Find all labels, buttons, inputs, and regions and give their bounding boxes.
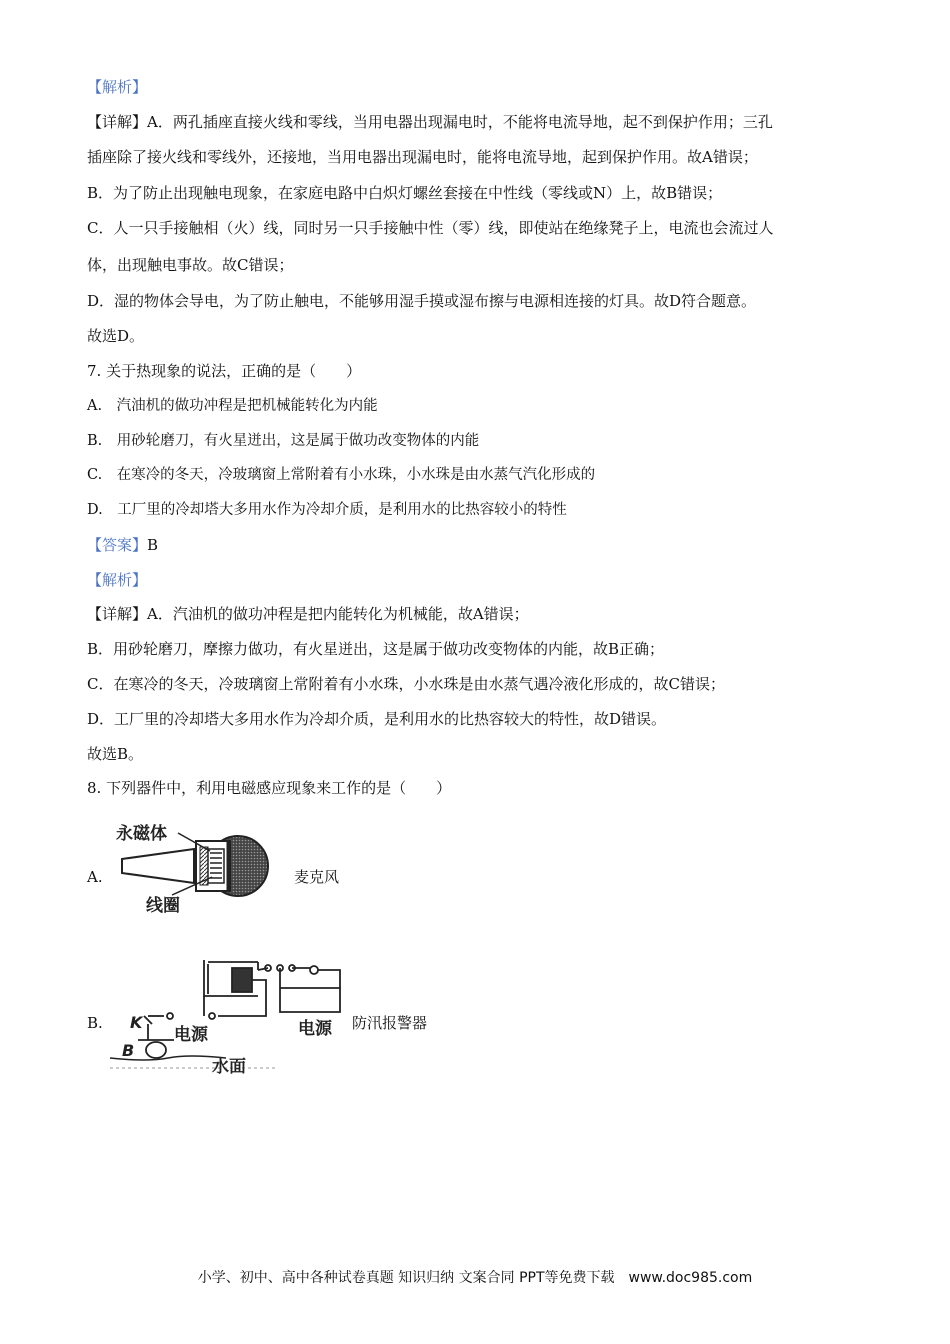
label-b: B: [122, 1041, 135, 1060]
detail-tag: 【详解】: [87, 113, 148, 131]
q7-detail-line-3: C．在寒冷的冬天，冷玻璃窗上常附着有小水珠，小水珠是由水蒸气遇冷液化形成的，故C错误；: [87, 675, 725, 693]
question-7-stem: 7. 关于热现象的说法，正确的是（ ）: [87, 362, 362, 380]
q7-detail-text: A．汽油机的做功冲程是把内能转化为机械能，故A错误；: [147, 605, 529, 623]
flood-alarm-figure: [108, 950, 348, 1080]
q8-option-a-caption: 麦克风: [294, 868, 340, 886]
q7-detail-line-2: B．用砂轮磨刀，摩擦力做功，有火星迸出，这是属于做功改变物体的内能，故B正确；: [87, 640, 665, 658]
detail-text: A．两孔插座直接火线和零线，当用电器出现漏电时，不能将电流导地，起不到保护作用；三孔: [147, 113, 773, 131]
label-coil: 线圈: [146, 896, 180, 915]
q7-detail-tag: 【详解】: [87, 605, 148, 623]
q7-option-b: B. 用砂轮磨刀，有火星迸出，这是属于做功改变物体的内能: [87, 433, 480, 449]
detail-line-6: D．湿的物体会导电，为了防止触电，不能够用湿手摸或湿布擦与电源相连接的灯具。故D符合题意。: [87, 292, 757, 310]
detail-line-5: 体，出现触电事故。故C错误；: [87, 256, 294, 274]
label-k: K: [130, 1013, 143, 1032]
q8-option-b-letter: B.: [87, 1014, 103, 1032]
q7-analysis-tag: 【解析】: [87, 571, 148, 589]
detail-line-4: C．人一只手接触相（火）线，同时另一只手接触中性（零）线，即使站在绝缘凳子上，电流也会流过人: [87, 219, 774, 237]
analysis-tag: 【解析】: [87, 78, 148, 96]
microphone-handle: [122, 849, 194, 883]
label-power-source-1: 电源: [174, 1025, 208, 1045]
q7-answer: [87, 534, 158, 556]
detail-line-3: B．为了防止出现触电现象，在家庭电路中白炽灯螺丝套接在中性线（零线或N）上，故B错误；: [87, 184, 723, 202]
q8-option-b-caption: 防汛报警器: [352, 1014, 428, 1032]
answer-tag: 【答案】: [87, 536, 148, 554]
label-power-source-2: 电源: [298, 1019, 332, 1039]
q7-option-c: C. 在寒冷的冬天，冷玻璃窗上常附着有小水珠，小水珠是由水蒸气汽化形成的: [87, 467, 596, 483]
answer-value: B: [147, 536, 159, 554]
electromagnet: [232, 968, 252, 992]
label-water-surface: 水面: [212, 1057, 246, 1077]
q7-detail-line-1: [87, 603, 529, 625]
q7-option-a: A. 汽油机的做功冲程是把机械能转化为内能: [87, 398, 378, 414]
page-footer: 小学、初中、高中各种试卷真题 知识归纳 文案合同 PPT等免费下载 www.doc985.com: [197, 1270, 753, 1286]
question-8-stem: 8. 下列器件中，利用电磁感应现象来工作的是（ ）: [87, 779, 452, 797]
detail-line-2: 插座除了接火线和零线外，还接地，当用电器出现漏电时，能将电流导地，起到保护作用。故A错误；: [87, 148, 758, 166]
q8-option-a-letter: A.: [87, 868, 103, 886]
label-permanent-magnet: 永磁体: [116, 824, 167, 844]
conclusion: 故选D。: [87, 327, 145, 345]
q7-conclusion: 故选B。: [87, 745, 144, 763]
microphone-figure: [112, 815, 282, 915]
detail-line-1: [87, 111, 773, 133]
q7-detail-line-4: D．工厂里的冷却塔大多用水作为冷却介质，是利用水的比热容较大的特性，故D错误。: [87, 710, 667, 728]
q7-option-d: D. 工厂里的冷却塔大多用水作为冷却介质，是利用水的比热容较小的特性: [87, 502, 567, 518]
